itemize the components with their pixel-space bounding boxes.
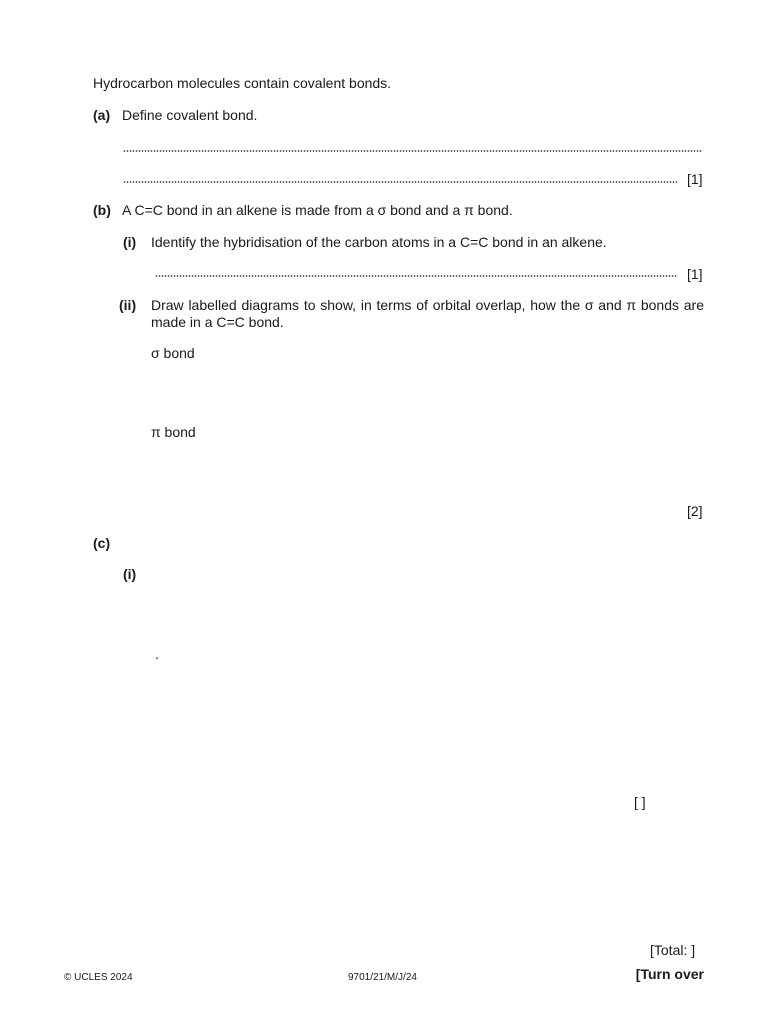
pi-diagram-area[interactable] [151,445,704,495]
total-marks: [Total: ] [650,942,696,958]
part-b-i-question: Identify the hybridisation of the carbon atoms in a C=C bond in an alkene. [151,234,607,250]
part-a-label: (a) [93,107,111,123]
part-b-stem: A C=C bond in an alkene is made from a σ bond and a π bond. [122,202,513,218]
part-c-i-marks: [ ] [634,794,646,810]
sigma-diagram-area[interactable] [151,366,704,416]
part-b-ii-label: (ii) [119,297,137,313]
part-c-label: (c) [93,535,111,551]
part-c-i-fragment: . [155,646,159,662]
answer-line[interactable] [123,181,678,183]
sigma-bond-label: σ bond [151,345,195,361]
part-b-label: (b) [93,202,111,218]
part-b-i-marks: [1] [687,266,703,282]
footer-copyright: © UCLES 2024 [64,972,133,983]
part-b-i-label: (i) [123,234,137,250]
pi-bond-label: π bond [151,424,196,440]
intro-text: Hydrocarbon molecules contain covalent bonds. [93,75,392,91]
part-a-marks: [1] [687,171,703,187]
part-b-ii-marks: [2] [687,503,703,519]
answer-line[interactable] [123,150,703,152]
part-a-question: Define covalent bond. [122,107,258,123]
footer-turn-over: [Turn over [635,966,704,982]
part-b-ii-question: Draw labelled diagrams to show, in terms of orbital overlap, how the σ and π bonds are made in a C=C bond. [151,297,704,330]
footer-paper-code: 9701/21/M/J/24 [348,972,417,983]
answer-line[interactable] [155,275,678,277]
part-c-i-label: (i) [123,566,137,582]
